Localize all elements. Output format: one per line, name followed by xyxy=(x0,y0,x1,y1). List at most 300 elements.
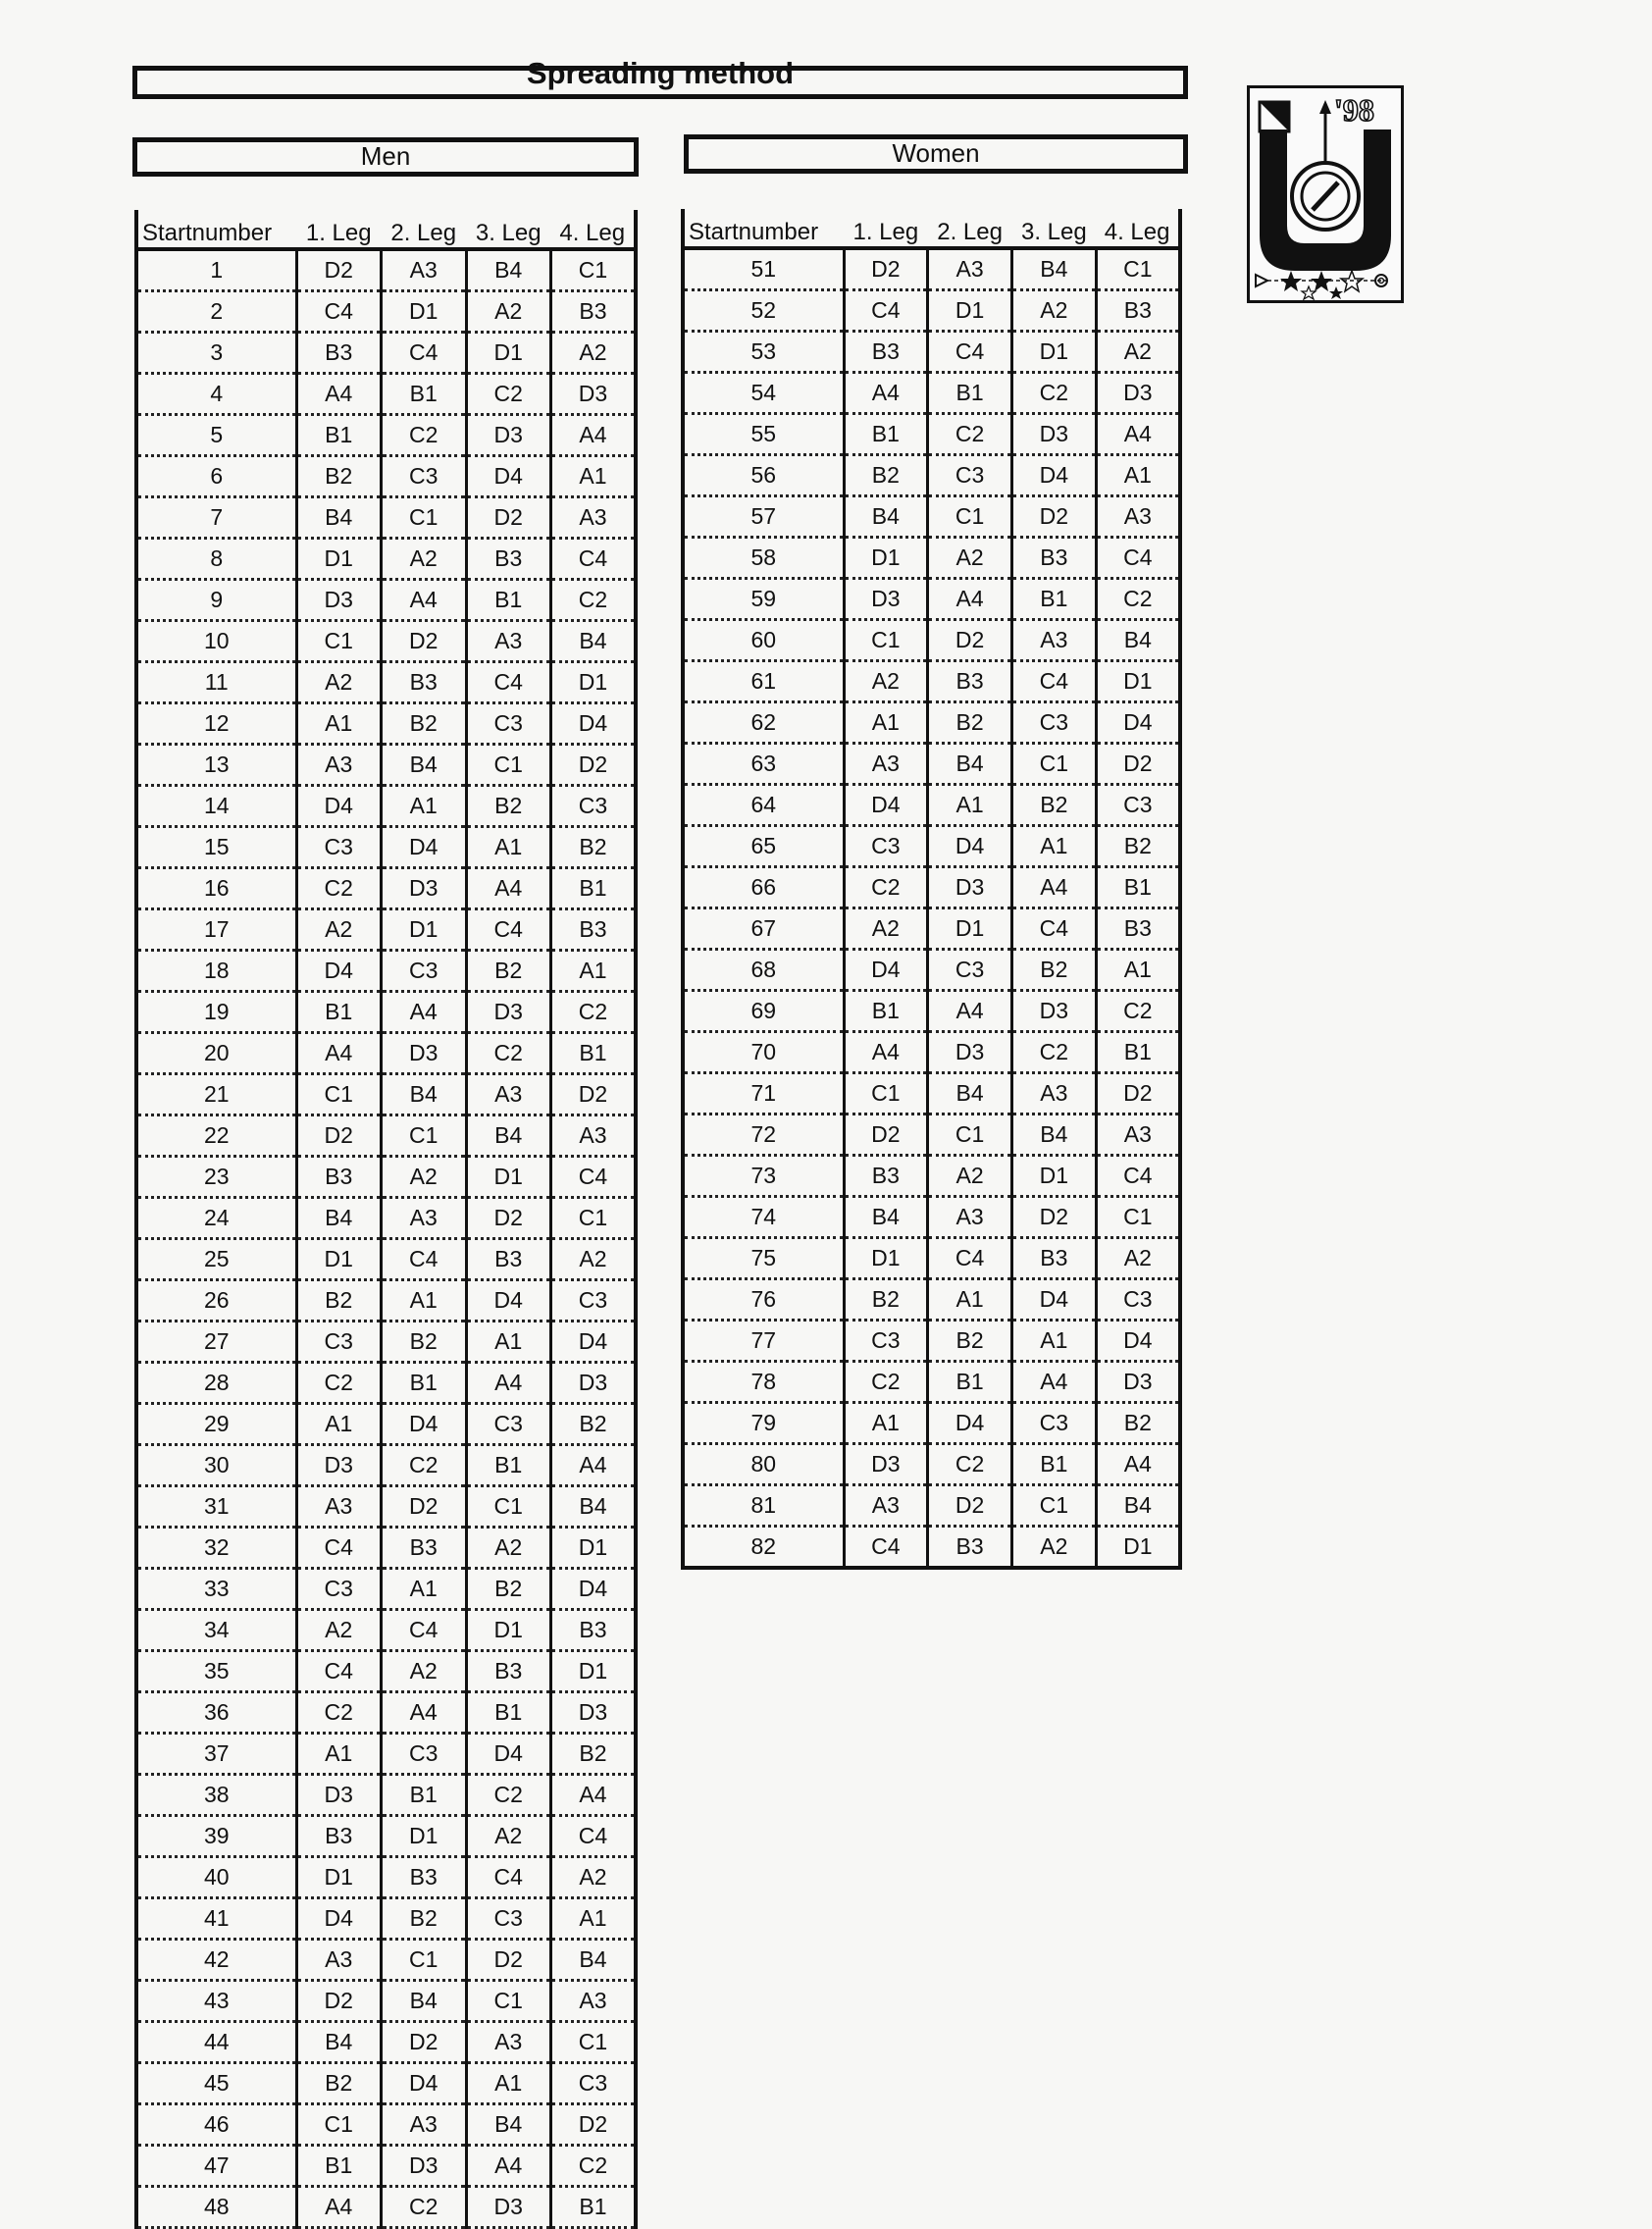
leg-2-cell: A3 xyxy=(928,1197,1012,1238)
startnumber-cell: 23 xyxy=(136,1157,296,1198)
leg-3-cell: A1 xyxy=(466,2063,551,2104)
leg-1-cell: C3 xyxy=(296,827,382,868)
leg-2-cell: D2 xyxy=(382,621,467,662)
table-row xyxy=(136,2146,636,2187)
startnumber-cell: 73 xyxy=(683,1156,844,1197)
leg-1-cell: A4 xyxy=(296,2187,382,2228)
table-row xyxy=(136,539,636,580)
leg-2-cell: C4 xyxy=(382,1610,467,1651)
leg-1-cell: A2 xyxy=(844,908,928,950)
startnumber-cell: 62 xyxy=(683,702,844,744)
leg-3-cell: C4 xyxy=(1012,908,1097,950)
leg-4-cell: C4 xyxy=(551,1816,637,1857)
leg-1-cell: A3 xyxy=(844,744,928,785)
table-row xyxy=(136,1816,636,1857)
startnumber-cell: 45 xyxy=(136,2063,296,2104)
page-title: Spreading method xyxy=(526,56,795,90)
table-row xyxy=(683,332,1180,373)
leg-1-cell: A3 xyxy=(296,1486,382,1528)
table-row xyxy=(136,2187,636,2228)
leg-3-cell: A3 xyxy=(1012,1073,1097,1114)
leg-3-cell: B2 xyxy=(466,951,551,992)
table-row xyxy=(683,373,1180,414)
leg-4-cell: B1 xyxy=(551,2187,637,2228)
startnumber-cell: 55 xyxy=(683,414,844,455)
leg-4-cell: C1 xyxy=(551,1198,637,1239)
table-row xyxy=(683,1238,1180,1279)
column-header-leg-1: 1. Leg xyxy=(844,209,928,248)
startnumber-cell: 33 xyxy=(136,1569,296,1610)
startnumber-cell: 81 xyxy=(683,1485,844,1527)
leg-1-cell: B2 xyxy=(844,455,928,496)
startnumber-cell: 1 xyxy=(136,249,296,291)
table-row xyxy=(136,580,636,621)
leg-2-cell: C4 xyxy=(382,1239,467,1280)
leg-4-cell: D1 xyxy=(551,1651,637,1692)
table-row xyxy=(136,1404,636,1445)
leg-4-cell: B1 xyxy=(1096,1032,1180,1073)
leg-2-cell: D4 xyxy=(928,826,1012,867)
leg-2-cell: A1 xyxy=(382,786,467,827)
leg-3-cell: C2 xyxy=(1012,373,1097,414)
startnumber-cell: 37 xyxy=(136,1734,296,1775)
startnumber-cell: 78 xyxy=(683,1362,844,1403)
leg-1-cell: B4 xyxy=(296,1198,382,1239)
startnumber-cell: 64 xyxy=(683,785,844,826)
leg-1-cell: D4 xyxy=(296,951,382,992)
leg-4-cell: A4 xyxy=(551,1445,637,1486)
leg-3-cell: D4 xyxy=(1012,1279,1097,1321)
leg-1-cell: B4 xyxy=(844,496,928,538)
leg-4-cell: B2 xyxy=(551,1734,637,1775)
leg-3-cell: D1 xyxy=(466,1610,551,1651)
startnumber-cell: 17 xyxy=(136,909,296,951)
leg-3-cell: A2 xyxy=(1012,1527,1097,1569)
table-row xyxy=(136,249,636,291)
startnumber-cell: 75 xyxy=(683,1238,844,1279)
leg-1-cell: B1 xyxy=(844,991,928,1032)
table-row xyxy=(683,661,1180,702)
startnumber-cell: 7 xyxy=(136,497,296,539)
startnumber-cell: 2 xyxy=(136,291,296,333)
startnumber-cell: 47 xyxy=(136,2146,296,2187)
leg-2-cell: B4 xyxy=(928,1073,1012,1114)
startnumber-cell: 71 xyxy=(683,1073,844,1114)
startnumber-cell: 48 xyxy=(136,2187,296,2228)
table-row xyxy=(136,2063,636,2104)
leg-2-cell: D2 xyxy=(382,1486,467,1528)
startnumber-cell: 21 xyxy=(136,1074,296,1115)
leg-3-cell: B4 xyxy=(1012,1114,1097,1156)
startnumber-cell: 6 xyxy=(136,456,296,497)
leg-4-cell: D2 xyxy=(1096,1073,1180,1114)
leg-3-cell: D4 xyxy=(466,456,551,497)
leg-4-cell: C3 xyxy=(551,1280,637,1322)
leg-4-cell: B4 xyxy=(551,621,637,662)
leg-3-cell: B4 xyxy=(466,1115,551,1157)
leg-3-cell: B4 xyxy=(466,249,551,291)
table-row xyxy=(136,497,636,539)
leg-4-cell: C2 xyxy=(551,992,637,1033)
leg-2-cell: C1 xyxy=(928,496,1012,538)
leg-2-cell: C3 xyxy=(382,456,467,497)
leg-1-cell: B3 xyxy=(296,333,382,374)
leg-4-cell: D2 xyxy=(551,1074,637,1115)
leg-4-cell: D3 xyxy=(1096,1362,1180,1403)
table-row xyxy=(136,1651,636,1692)
table-row xyxy=(136,1074,636,1115)
leg-3-cell: B4 xyxy=(1012,248,1097,290)
startnumber-cell: 13 xyxy=(136,745,296,786)
leg-3-cell: C3 xyxy=(466,1404,551,1445)
leg-4-cell: A1 xyxy=(551,456,637,497)
leg-2-cell: A2 xyxy=(928,538,1012,579)
table-row xyxy=(136,1157,636,1198)
leg-2-cell: C2 xyxy=(928,1444,1012,1485)
leg-1-cell: C2 xyxy=(296,868,382,909)
leg-1-cell: B2 xyxy=(296,456,382,497)
leg-2-cell: B3 xyxy=(382,662,467,703)
leg-3-cell: C4 xyxy=(466,1857,551,1898)
leg-3-cell: C1 xyxy=(1012,1485,1097,1527)
startnumber-cell: 72 xyxy=(683,1114,844,1156)
leg-2-cell: D1 xyxy=(382,909,467,951)
startnumber-cell: 52 xyxy=(683,290,844,332)
leg-3-cell: D3 xyxy=(1012,991,1097,1032)
leg-4-cell: B3 xyxy=(551,291,637,333)
leg-2-cell: C2 xyxy=(928,414,1012,455)
leg-2-cell: B1 xyxy=(382,1775,467,1816)
leg-3-cell: C4 xyxy=(1012,661,1097,702)
leg-4-cell: B2 xyxy=(551,827,637,868)
table-row xyxy=(683,248,1180,290)
leg-2-cell: A4 xyxy=(382,580,467,621)
table-row xyxy=(683,1279,1180,1321)
leg-2-cell: B1 xyxy=(928,373,1012,414)
startnumber-cell: 42 xyxy=(136,1940,296,1981)
leg-3-cell: A4 xyxy=(466,868,551,909)
leg-3-cell: B1 xyxy=(466,1445,551,1486)
startnumber-cell: 77 xyxy=(683,1321,844,1362)
event-logo xyxy=(1247,85,1404,303)
leg-4-cell: B4 xyxy=(551,1940,637,1981)
leg-3-cell: A4 xyxy=(466,2146,551,2187)
startnumber-cell: 41 xyxy=(136,1898,296,1940)
leg-4-cell: A2 xyxy=(551,1857,637,1898)
leg-3-cell: D2 xyxy=(466,1198,551,1239)
leg-4-cell: A2 xyxy=(1096,332,1180,373)
leg-4-cell: D1 xyxy=(1096,661,1180,702)
leg-4-cell: A4 xyxy=(551,1775,637,1816)
leg-2-cell: D3 xyxy=(382,1033,467,1074)
leg-2-cell: A2 xyxy=(928,1156,1012,1197)
leg-1-cell: D3 xyxy=(296,1775,382,1816)
leg-2-cell: A3 xyxy=(928,248,1012,290)
leg-2-cell: B1 xyxy=(382,374,467,415)
leg-3-cell: D3 xyxy=(466,2187,551,2228)
startnumber-cell: 76 xyxy=(683,1279,844,1321)
startnumber-cell: 65 xyxy=(683,826,844,867)
leg-1-cell: B1 xyxy=(296,2146,382,2187)
startnumber-cell: 32 xyxy=(136,1528,296,1569)
table-row xyxy=(683,1197,1180,1238)
table-row xyxy=(683,1073,1180,1114)
table-row xyxy=(683,1362,1180,1403)
leg-1-cell: D1 xyxy=(296,539,382,580)
table-row xyxy=(136,1445,636,1486)
leg-1-cell: C4 xyxy=(844,290,928,332)
leg-4-cell: C2 xyxy=(551,2146,637,2187)
leg-1-cell: C2 xyxy=(844,867,928,908)
leg-3-cell: C3 xyxy=(466,703,551,745)
startnumber-cell: 56 xyxy=(683,455,844,496)
table-row xyxy=(683,744,1180,785)
leg-1-cell: C3 xyxy=(844,826,928,867)
leg-3-cell: C4 xyxy=(466,662,551,703)
leg-4-cell: C4 xyxy=(1096,1156,1180,1197)
leg-2-cell: D4 xyxy=(382,1404,467,1445)
leg-3-cell: C2 xyxy=(1012,1032,1097,1073)
leg-2-cell: C4 xyxy=(928,332,1012,373)
leg-3-cell: B1 xyxy=(1012,1444,1097,1485)
leg-4-cell: A4 xyxy=(1096,1444,1180,1485)
leg-1-cell: A1 xyxy=(844,702,928,744)
table-row xyxy=(136,703,636,745)
leg-1-cell: B3 xyxy=(296,1816,382,1857)
table-row xyxy=(136,1692,636,1734)
leg-3-cell: D4 xyxy=(466,1280,551,1322)
leg-1-cell: C4 xyxy=(296,291,382,333)
column-header-leg-3: 3. Leg xyxy=(1012,209,1097,248)
leg-2-cell: D4 xyxy=(928,1403,1012,1444)
leg-2-cell: A4 xyxy=(382,992,467,1033)
leg-1-cell: A1 xyxy=(296,1404,382,1445)
startnumber-cell: 58 xyxy=(683,538,844,579)
leg-2-cell: D1 xyxy=(382,1816,467,1857)
leg-2-cell: D4 xyxy=(382,2063,467,2104)
column-header-leg-1: 1. Leg xyxy=(296,210,382,249)
leg-1-cell: B3 xyxy=(844,332,928,373)
leg-1-cell: C3 xyxy=(844,1321,928,1362)
leg-2-cell: C2 xyxy=(382,2187,467,2228)
startnumber-cell: 61 xyxy=(683,661,844,702)
table-row xyxy=(136,291,636,333)
page-title-box xyxy=(132,56,1188,99)
leg-2-cell: A1 xyxy=(382,1280,467,1322)
leg-2-cell: D1 xyxy=(928,290,1012,332)
table-row xyxy=(683,455,1180,496)
leg-2-cell: A1 xyxy=(928,1279,1012,1321)
leg-2-cell: A2 xyxy=(382,539,467,580)
leg-1-cell: C3 xyxy=(296,1569,382,1610)
leg-2-cell: B2 xyxy=(382,1898,467,1940)
leg-1-cell: A4 xyxy=(844,373,928,414)
table-row xyxy=(683,1527,1180,1569)
leg-1-cell: B4 xyxy=(296,2022,382,2063)
startnumber-cell: 8 xyxy=(136,539,296,580)
leg-4-cell: C1 xyxy=(1096,1197,1180,1238)
women-table xyxy=(681,209,1182,1570)
leg-4-cell: D4 xyxy=(1096,702,1180,744)
leg-3-cell: B3 xyxy=(466,1239,551,1280)
startnumber-cell: 9 xyxy=(136,580,296,621)
startnumber-cell: 18 xyxy=(136,951,296,992)
women-heading-box xyxy=(684,134,1188,174)
leg-4-cell: A1 xyxy=(1096,950,1180,991)
leg-3-cell: A3 xyxy=(1012,620,1097,661)
table-row xyxy=(136,827,636,868)
leg-2-cell: A4 xyxy=(928,579,1012,620)
leg-3-cell: B2 xyxy=(466,786,551,827)
table-row xyxy=(683,1444,1180,1485)
table-row xyxy=(136,1528,636,1569)
leg-1-cell: A2 xyxy=(296,1610,382,1651)
startnumber-cell: 15 xyxy=(136,827,296,868)
leg-1-cell: C2 xyxy=(296,1692,382,1734)
women-heading: Women xyxy=(892,138,980,168)
leg-4-cell: B3 xyxy=(551,1610,637,1651)
startnumber-cell: 3 xyxy=(136,333,296,374)
leg-2-cell: C1 xyxy=(382,497,467,539)
leg-2-cell: B3 xyxy=(382,1857,467,1898)
leg-1-cell: D2 xyxy=(296,1115,382,1157)
leg-2-cell: C3 xyxy=(928,950,1012,991)
leg-1-cell: A2 xyxy=(296,662,382,703)
leg-4-cell: B3 xyxy=(551,909,637,951)
startnumber-cell: 5 xyxy=(136,415,296,456)
leg-1-cell: C1 xyxy=(844,620,928,661)
leg-3-cell: B3 xyxy=(466,1651,551,1692)
leg-1-cell: C2 xyxy=(844,1362,928,1403)
leg-4-cell: C4 xyxy=(551,1157,637,1198)
leg-3-cell: C2 xyxy=(466,374,551,415)
leg-3-cell: B1 xyxy=(466,580,551,621)
table-row xyxy=(136,909,636,951)
leg-4-cell: A3 xyxy=(1096,1114,1180,1156)
men-header-row xyxy=(136,210,636,249)
leg-2-cell: A4 xyxy=(382,1692,467,1734)
leg-3-cell: D3 xyxy=(466,415,551,456)
leg-3-cell: A3 xyxy=(466,2022,551,2063)
table-row xyxy=(136,662,636,703)
table-row xyxy=(136,786,636,827)
leg-4-cell: B3 xyxy=(1096,290,1180,332)
table-row xyxy=(136,1322,636,1363)
leg-3-cell: A2 xyxy=(466,291,551,333)
leg-3-cell: B3 xyxy=(1012,538,1097,579)
leg-3-cell: D2 xyxy=(466,497,551,539)
leg-4-cell: D4 xyxy=(551,1569,637,1610)
men-table xyxy=(134,210,638,2229)
table-row xyxy=(136,745,636,786)
startnumber-cell: 59 xyxy=(683,579,844,620)
table-row xyxy=(136,868,636,909)
leg-3-cell: A2 xyxy=(1012,290,1097,332)
leg-4-cell: C3 xyxy=(1096,785,1180,826)
leg-2-cell: A2 xyxy=(382,1157,467,1198)
leg-1-cell: C4 xyxy=(296,1528,382,1569)
leg-4-cell: D1 xyxy=(1096,1527,1180,1569)
table-row xyxy=(683,538,1180,579)
startnumber-cell: 39 xyxy=(136,1816,296,1857)
leg-1-cell: D3 xyxy=(844,579,928,620)
leg-4-cell: B4 xyxy=(1096,1485,1180,1527)
table-row xyxy=(136,1569,636,1610)
table-row xyxy=(136,1734,636,1775)
leg-3-cell: D1 xyxy=(466,333,551,374)
leg-2-cell: B4 xyxy=(382,1074,467,1115)
column-header-leg-3: 3. Leg xyxy=(466,210,551,249)
table-row xyxy=(136,951,636,992)
startnumber-cell: 16 xyxy=(136,868,296,909)
leg-2-cell: B2 xyxy=(928,1321,1012,1362)
leg-3-cell: C1 xyxy=(1012,744,1097,785)
startnumber-cell: 67 xyxy=(683,908,844,950)
leg-4-cell: B1 xyxy=(551,868,637,909)
leg-1-cell: B2 xyxy=(296,1280,382,1322)
leg-2-cell: C2 xyxy=(382,1445,467,1486)
leg-3-cell: A1 xyxy=(1012,826,1097,867)
leg-1-cell: D3 xyxy=(296,580,382,621)
table-row xyxy=(136,1610,636,1651)
table-row xyxy=(136,1857,636,1898)
leg-4-cell: D3 xyxy=(1096,373,1180,414)
leg-4-cell: A1 xyxy=(1096,455,1180,496)
leg-4-cell: C2 xyxy=(551,580,637,621)
leg-4-cell: A2 xyxy=(551,1239,637,1280)
leg-1-cell: A1 xyxy=(296,703,382,745)
startnumber-cell: 4 xyxy=(136,374,296,415)
leg-1-cell: D4 xyxy=(844,785,928,826)
startnumber-cell: 43 xyxy=(136,1981,296,2022)
startnumber-cell: 35 xyxy=(136,1651,296,1692)
leg-3-cell: D4 xyxy=(466,1734,551,1775)
startnumber-cell: 11 xyxy=(136,662,296,703)
leg-1-cell: C1 xyxy=(296,1074,382,1115)
leg-1-cell: D4 xyxy=(296,1898,382,1940)
leg-3-cell: A1 xyxy=(466,827,551,868)
leg-2-cell: C1 xyxy=(382,1940,467,1981)
leg-1-cell: D2 xyxy=(844,248,928,290)
leg-3-cell: D2 xyxy=(1012,1197,1097,1238)
table-row xyxy=(136,1981,636,2022)
leg-2-cell: A2 xyxy=(382,1651,467,1692)
leg-4-cell: B4 xyxy=(551,1486,637,1528)
table-row xyxy=(683,1114,1180,1156)
leg-2-cell: C4 xyxy=(928,1238,1012,1279)
table-row xyxy=(683,785,1180,826)
leg-2-cell: B2 xyxy=(382,1322,467,1363)
leg-4-cell: D2 xyxy=(551,745,637,786)
startnumber-cell: 82 xyxy=(683,1527,844,1569)
leg-2-cell: C4 xyxy=(382,333,467,374)
table-row xyxy=(683,290,1180,332)
table-row xyxy=(136,992,636,1033)
leg-1-cell: C1 xyxy=(844,1073,928,1114)
leg-3-cell: D1 xyxy=(1012,332,1097,373)
leg-2-cell: D3 xyxy=(382,868,467,909)
startnumber-cell: 40 xyxy=(136,1857,296,1898)
column-header-leg-2: 2. Leg xyxy=(928,209,1012,248)
leg-2-cell: B4 xyxy=(382,1981,467,2022)
startnumber-cell: 69 xyxy=(683,991,844,1032)
leg-3-cell: B4 xyxy=(466,2104,551,2146)
leg-3-cell: A1 xyxy=(1012,1321,1097,1362)
table-row xyxy=(136,456,636,497)
logo-year-mark: '98 xyxy=(1334,92,1374,128)
leg-3-cell: A2 xyxy=(466,1816,551,1857)
column-header-startnumber: Startnumber xyxy=(136,210,296,249)
